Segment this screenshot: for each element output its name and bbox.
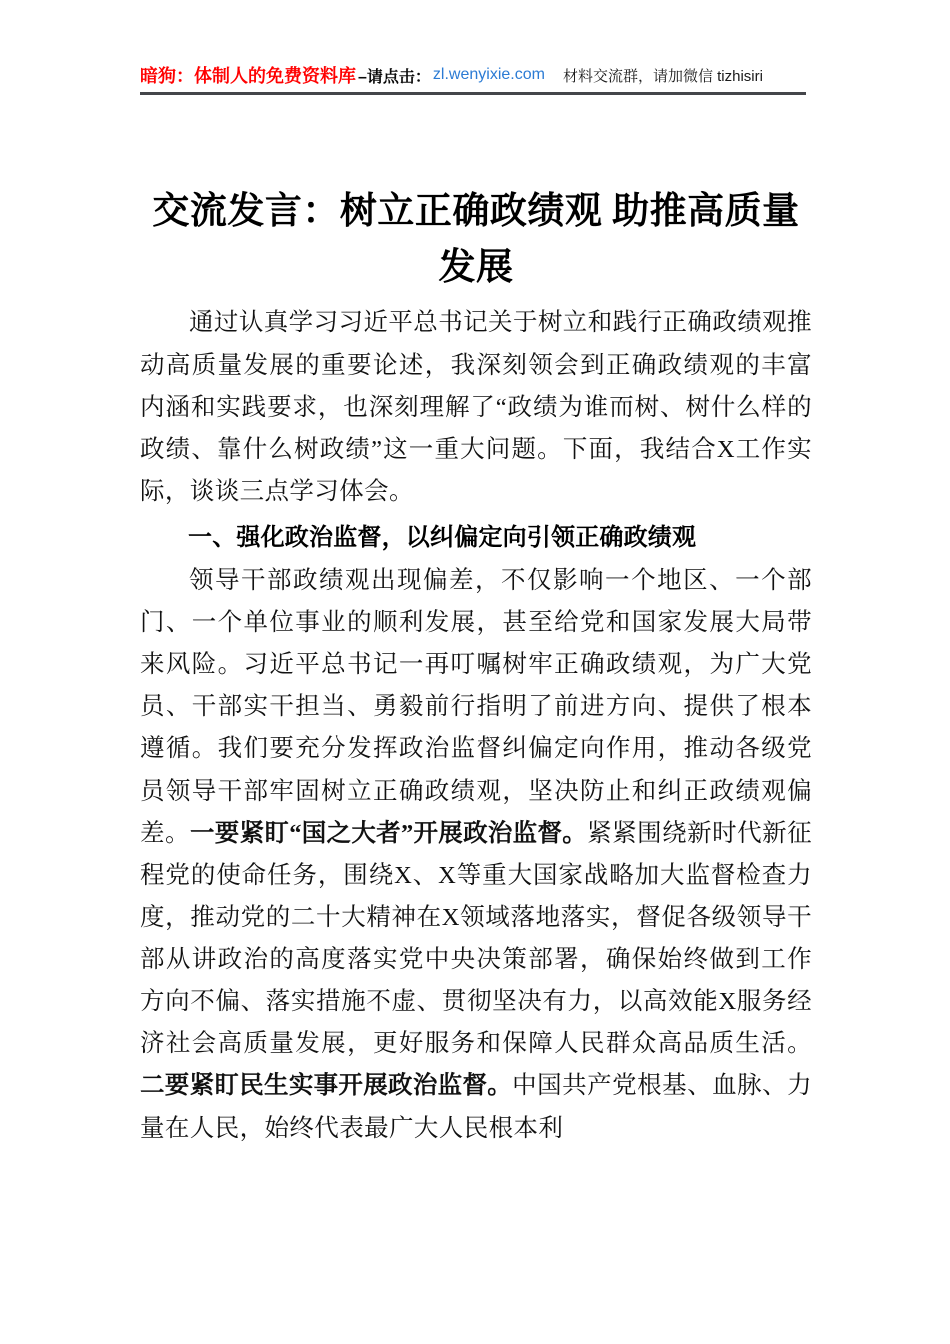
emphasis-text-run: 二要紧盯民生实事开展政治监督。 bbox=[140, 1072, 513, 1100]
body-paragraph bbox=[140, 560, 812, 1150]
emphasis-text-run: 一要紧盯“国之大者”开展政治监督。 bbox=[190, 819, 588, 847]
promo-website-link[interactable]: zl.wenyixie.com bbox=[432, 66, 545, 83]
text-run: 中国共产党根基、血脉、力量在人民，始终代表最广大人民根本利 bbox=[140, 1072, 812, 1142]
text-run: 紧紧围绕新时代新征程党的使命任务，围绕X、X等重大国家战略加大监督检查力度，推动党的二十大精神在X领域落地落实，督促各级领导干部从讲政治的高度落实党中央决策部署，确保始终做到工作方向不偏、落实措施不虚、贯彻坚决有力，以高效能X服务经济社会高质量发展，更好服务和保障人民群众高品质生活。 bbox=[140, 819, 812, 1058]
promo-banner bbox=[140, 57, 806, 93]
text-run: 通过认真学习习近平总书记关于树立和践行正确政绩观推动高质量发展的重要论述，我深刻领会到正确政绩观的丰富内涵和实践要求，也深刻理解了“政绩为谁而树、树什么样的政绩、靠什么树政绩”这一重大问题。下面，我结合X工作实际，谈谈三点学习体会。 bbox=[140, 309, 812, 505]
promo-wechat-text: 材料交流群，请加微信 tizhisiri bbox=[562, 67, 763, 85]
text-run: 领导干部政绩观出现偏差，不仅影响一个地区、一个部门、一个单位事业的顺利发展，甚至给党和国家发展大局带来风险。习近平总书记一再叮嘱树牢正确政绩观，为广大党员、干部实干担当、勇毅前行指明了前进方向、提供了根本遵循。我们要充分发挥政治监督纠偏定向作用，推动各级党员领导干部牢固树立正确政绩观，坚决防止和纠正政绩观偏差。 bbox=[140, 566, 812, 847]
document-content bbox=[140, 150, 812, 1152]
page-title: 交流发言：树立正确政绩观 助推高质量发展 bbox=[152, 191, 800, 289]
header-divider-rule bbox=[140, 92, 806, 95]
body-paragraph bbox=[140, 302, 812, 513]
promo-brand-text: 暗狗：体制人的免费资料库 bbox=[140, 66, 356, 86]
promo-click-label: –请点击： bbox=[358, 68, 431, 86]
title-spacer bbox=[140, 150, 812, 184]
section-heading: 一、强化政治监督，以纠偏定向引领正确政绩观 bbox=[188, 524, 697, 552]
document-body bbox=[140, 302, 812, 1149]
